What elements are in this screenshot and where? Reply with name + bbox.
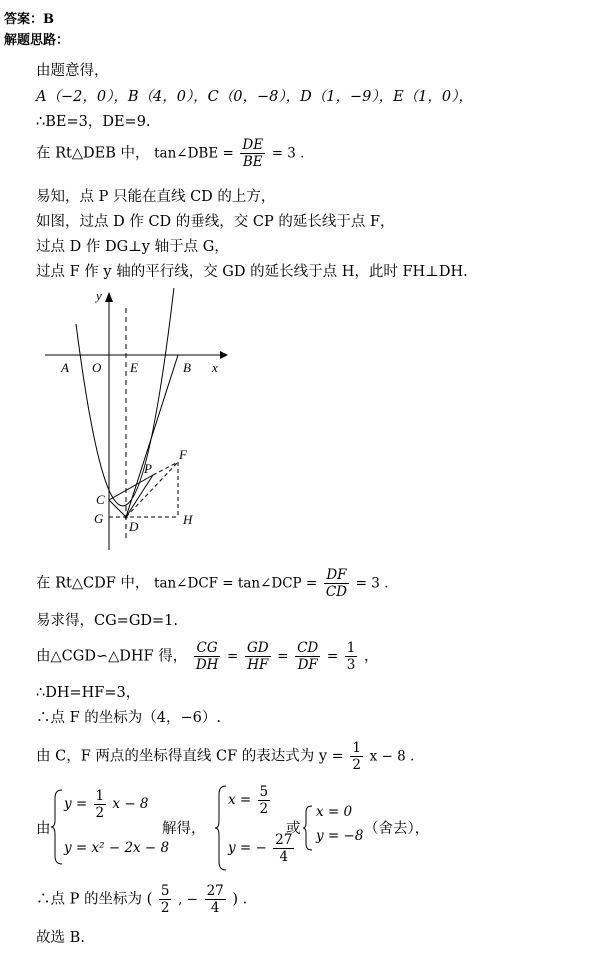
equation-1: [64, 788, 149, 821]
numerator: 27: [275, 832, 293, 848]
fraction: [295, 640, 320, 673]
denominator: 2: [259, 801, 269, 817]
numerator: CD: [297, 640, 319, 656]
denominator: DF: [297, 657, 318, 673]
label-h: H: [183, 512, 193, 527]
text: 解得，: [162, 821, 206, 837]
text: y = −: [228, 840, 267, 856]
text: 由△CGD∽△DHF 得，: [36, 648, 188, 665]
label-y: y: [96, 288, 102, 303]
line-similar: [36, 640, 378, 673]
label-f: F: [179, 447, 187, 462]
label-p: P: [144, 461, 152, 476]
line-be-de: ∴BE=3，DE=9.: [36, 114, 151, 130]
text: x =: [228, 792, 252, 808]
line-p-above: 易知，点 P 只能在直线 CD 的上方，: [36, 189, 276, 205]
denominator: HF: [247, 657, 269, 673]
text: ) .: [232, 891, 248, 908]
fraction: [94, 788, 107, 821]
text: y =: [64, 796, 88, 812]
denominator: 4: [279, 849, 289, 865]
line-conclusion: 故选 B.: [36, 930, 85, 946]
answer-label: 答案：B: [4, 12, 54, 27]
line-fh: 过点 F 作 y 轴的平行线，交 GD 的延长线于点 H，此时 FH⊥DH.: [36, 264, 468, 280]
text: 由: [36, 821, 51, 837]
thinking-label: 解题思路：: [4, 33, 70, 48]
brace-icon: [214, 784, 228, 872]
fraction: [258, 784, 271, 817]
parabola-figure: [40, 288, 230, 554]
label-e: E: [130, 360, 138, 375]
label-d: D: [129, 519, 139, 534]
solution-2-x: x = 0: [316, 804, 353, 820]
line-cg-gd: 易求得，CG=GD=1.: [36, 613, 179, 629]
numerator: DF: [324, 567, 349, 584]
y-arrow: [105, 292, 113, 302]
text: x − 8 .: [369, 748, 415, 765]
equation-system-block: [36, 784, 596, 874]
numerator: 1: [95, 788, 105, 804]
text: , −: [178, 891, 198, 908]
line-db: [126, 355, 178, 517]
line-cd: [109, 500, 126, 517]
label-o: O: [92, 360, 102, 375]
text: 由 C，F 两点的坐标得直线 CF 的表达式为 y =: [36, 748, 344, 765]
fraction: [324, 567, 349, 600]
line-dg: 过点 D 作 DG⊥y 轴于点 G，: [36, 239, 229, 255]
brace-icon: [302, 804, 314, 852]
label-b: B: [183, 360, 191, 375]
equals: =: [277, 648, 289, 665]
label-c: C: [96, 492, 105, 507]
line-p-coord: [36, 883, 247, 916]
tan-expr: tan∠DCF = tan∠DCP =: [154, 575, 318, 592]
numerator: GD: [246, 640, 269, 656]
equals: =: [326, 648, 339, 665]
line-tan-dbe: [36, 137, 304, 170]
denominator: 3: [346, 657, 356, 673]
brace-icon: [50, 788, 64, 866]
denominator: DH: [195, 657, 219, 673]
denominator: 2: [95, 805, 105, 821]
tan-expr: tan∠DBE =: [154, 145, 234, 162]
text: = 3 .: [271, 145, 305, 162]
fraction: [350, 740, 363, 773]
line-given: 由题意得，: [36, 63, 109, 79]
numerator: DE: [242, 137, 264, 153]
line-dh-hf: ∴DH=HF=3，: [36, 685, 141, 701]
denominator: 2: [352, 757, 362, 773]
equals: =: [227, 648, 239, 665]
fraction: [205, 883, 226, 916]
label-x: x: [212, 360, 218, 375]
numerator: 1: [346, 640, 356, 656]
fraction: [194, 640, 221, 673]
line-perpendicular: 如图，过点 D 作 CD 的垂线，交 CP 的延长线于点 F，: [36, 214, 395, 230]
line-cf-expr: [36, 740, 414, 773]
text: = 3 .: [355, 575, 389, 592]
numerator: 1: [352, 740, 362, 756]
text: （舍去），: [364, 821, 430, 837]
fraction: [345, 640, 358, 673]
fraction: [240, 137, 265, 170]
line-coordinates: A（−2，0），B（4，0），C（0，−8），D（1，−9），E（1，0），: [36, 89, 473, 105]
numerator: CG: [194, 640, 221, 657]
line-f-coord: ∴点 F 的坐标为（4，−6）.: [36, 710, 221, 726]
label-g: G: [94, 511, 104, 526]
line-pf: [153, 462, 178, 475]
denominator: BE: [242, 154, 263, 170]
text: ∴点 P 的坐标为 (: [36, 891, 153, 908]
denominator: 4: [210, 900, 220, 916]
x-arrow: [220, 351, 228, 359]
solution-2-y: y = −8: [316, 828, 364, 844]
fraction: [159, 883, 172, 916]
fraction: [245, 640, 271, 673]
label-a: A: [61, 360, 69, 375]
text: ，: [363, 648, 379, 665]
point-d: [124, 515, 127, 518]
denominator: CD: [325, 584, 347, 600]
line-df: [126, 462, 178, 517]
line-tan-dcf: [36, 567, 388, 600]
equation-2: y = x² − 2x − 8: [64, 840, 170, 856]
numerator: 27: [206, 883, 224, 899]
numerator: 5: [160, 883, 170, 899]
text: 在 Rt△CDF 中，: [36, 575, 150, 592]
text: 或: [286, 821, 301, 837]
line-cp: [109, 475, 153, 500]
solution-1-x: [228, 784, 272, 817]
denominator: 2: [160, 900, 170, 916]
numerator: 5: [259, 784, 269, 800]
text: 在 Rt△DEB 中，: [36, 145, 150, 162]
text: x − 8: [112, 796, 149, 812]
